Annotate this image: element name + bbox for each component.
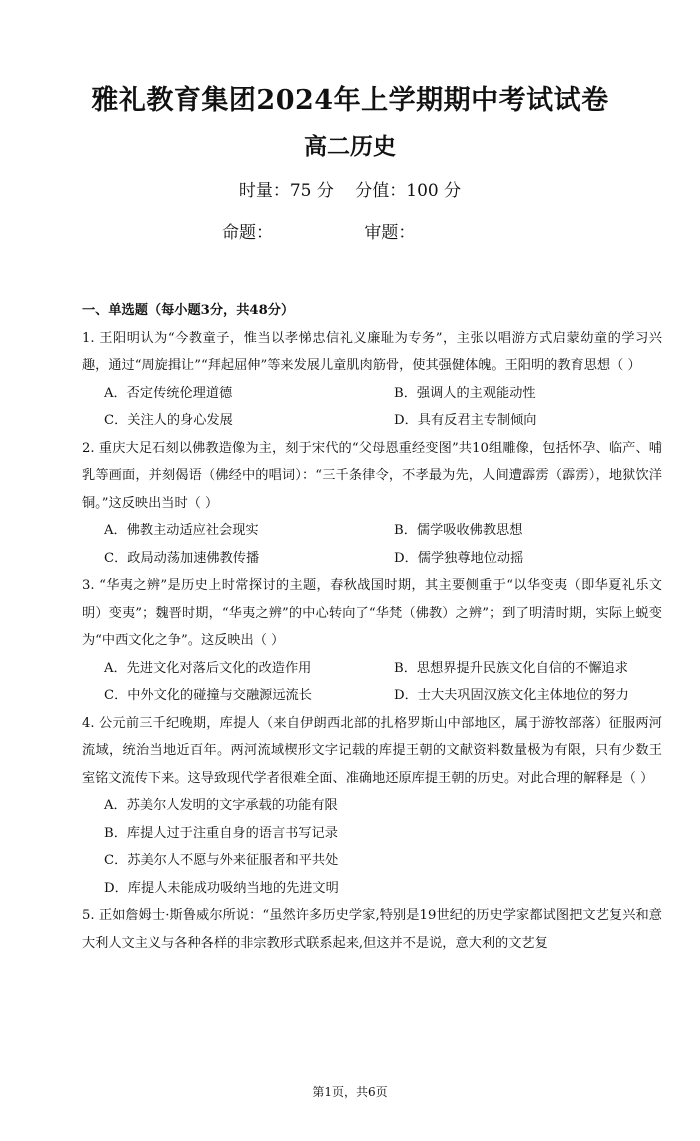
question-2 — [82, 435, 662, 573]
option-b[interactable]: B．儒学吸收佛教思想 — [394, 523, 523, 538]
question-text: 2. 重庆大足石刻以佛教造像为主，刻于宋代的“父母恩重经变图”共10组雕像，包括怀孕、临产、哺乳等画面，并刻偈语（佛经中的唱词）：“三千条律令，不孝最为先，人间遭霹雳（霹雳），地狱饮洋铜。”这反映出当时（ ） — [82, 440, 662, 511]
option-a[interactable]: A．苏美尔人发明的文字承载的功能有限 — [104, 798, 338, 813]
option-d[interactable]: D．库提人未能成功吸纳当地的先进文明 — [104, 880, 339, 896]
question-text: 5. 正如詹姆士·斯鲁威尔所说：“虽然许多历史学家,特别是19世纪的历史学家都试图把文艺复兴和意大利人文主义与各种各样的非宗教形式联系起来,但这并不是说，意大利的文艺复 — [82, 908, 662, 951]
option-d[interactable]: D．儒学独尊地位动摇 — [394, 550, 524, 566]
question-text: 4. 公元前三千纪晚期，库提人（来自伊朗西北部的扎格罗斯山中部地区，属于游牧部落）征服两河流域，统治当地近百年。两河流域楔形文字记载的库提王朝的文献资料数量极为有限，只有少数王室铭文流传下来。这导致现代学者很难全面、准确地还原库提王朝的历史。对此合理的解释是（ ） — [82, 715, 662, 786]
question-text: 1. 王阳明认为“今教童子，惟当以孝悌忠信礼义廉耻为专务”，主张以唱游方式启蒙幼童的学习兴趣，通过“周旋揖让”“拜起屈伸”等来发展儿童肌肉筋骨，使其强健体魄。王阳明的教育思想（ ） — [82, 330, 662, 373]
question-1 — [82, 325, 662, 435]
reviewer-label: 审题： — [364, 223, 416, 243]
option-a[interactable]: A．先进文化对落后文化的改造作用 — [104, 660, 312, 676]
option-b[interactable]: B．强调人的主观能动性 — [394, 385, 536, 401]
subject-title: 高二历史 — [304, 133, 396, 160]
author-label: 命题： — [222, 223, 273, 243]
question-text: 3. “华夷之辨”是历史上时常探讨的主题，春秋战国时期，其主要侧重于“以华变夷（即华夏礼乐文明）变夷”；魏晋时期，“华夷之辨”的中心转向了“华梵（佛教）之辨”；到了明清时期，实际上蜕变为“中西文化之争”。这反映出（ ） — [82, 578, 662, 648]
question-4 — [82, 710, 662, 903]
page-number: 第1页，共6页 — [312, 1085, 388, 1099]
section-title: 一、单选题（每小题3分，共48分） — [82, 303, 295, 318]
option-c[interactable]: C．中外文化的碰撞与交融源远流长 — [104, 688, 312, 703]
options — [82, 655, 662, 710]
questions-area — [82, 297, 662, 957]
option-d[interactable]: D．具有反君主专制倾向 — [394, 413, 537, 428]
question-3 — [82, 572, 662, 710]
options — [82, 792, 662, 902]
option-c[interactable]: C．政局动荡加速佛教传播 — [104, 550, 260, 566]
question-5 — [82, 902, 662, 957]
option-a[interactable]: A．否定传统伦理道德 — [104, 385, 233, 401]
option-b[interactable]: B．思想界提升民族文化自信的不懈追求 — [394, 660, 628, 676]
option-d[interactable]: D．士大夫巩固汉族文化主体地位的努力 — [394, 688, 629, 703]
options — [82, 517, 662, 572]
option-c[interactable]: C．关注人的身心发展 — [104, 413, 233, 428]
exam-meta — [0, 176, 700, 201]
total-score: 分值：100 分 — [355, 181, 462, 201]
options — [82, 380, 662, 435]
time-limit: 时量：75 分 — [238, 181, 334, 201]
exam-title: 雅礼教育集团2024年上学期期中考试试卷 — [91, 85, 609, 116]
author-line — [222, 218, 415, 243]
option-c[interactable]: C．苏美尔人不愿与外来征服者和平共处 — [104, 853, 339, 868]
option-a[interactable]: A．佛教主动适应社会现实 — [104, 523, 259, 538]
option-b[interactable]: B．库提人过于注重自身的语言书写记录 — [104, 825, 338, 841]
